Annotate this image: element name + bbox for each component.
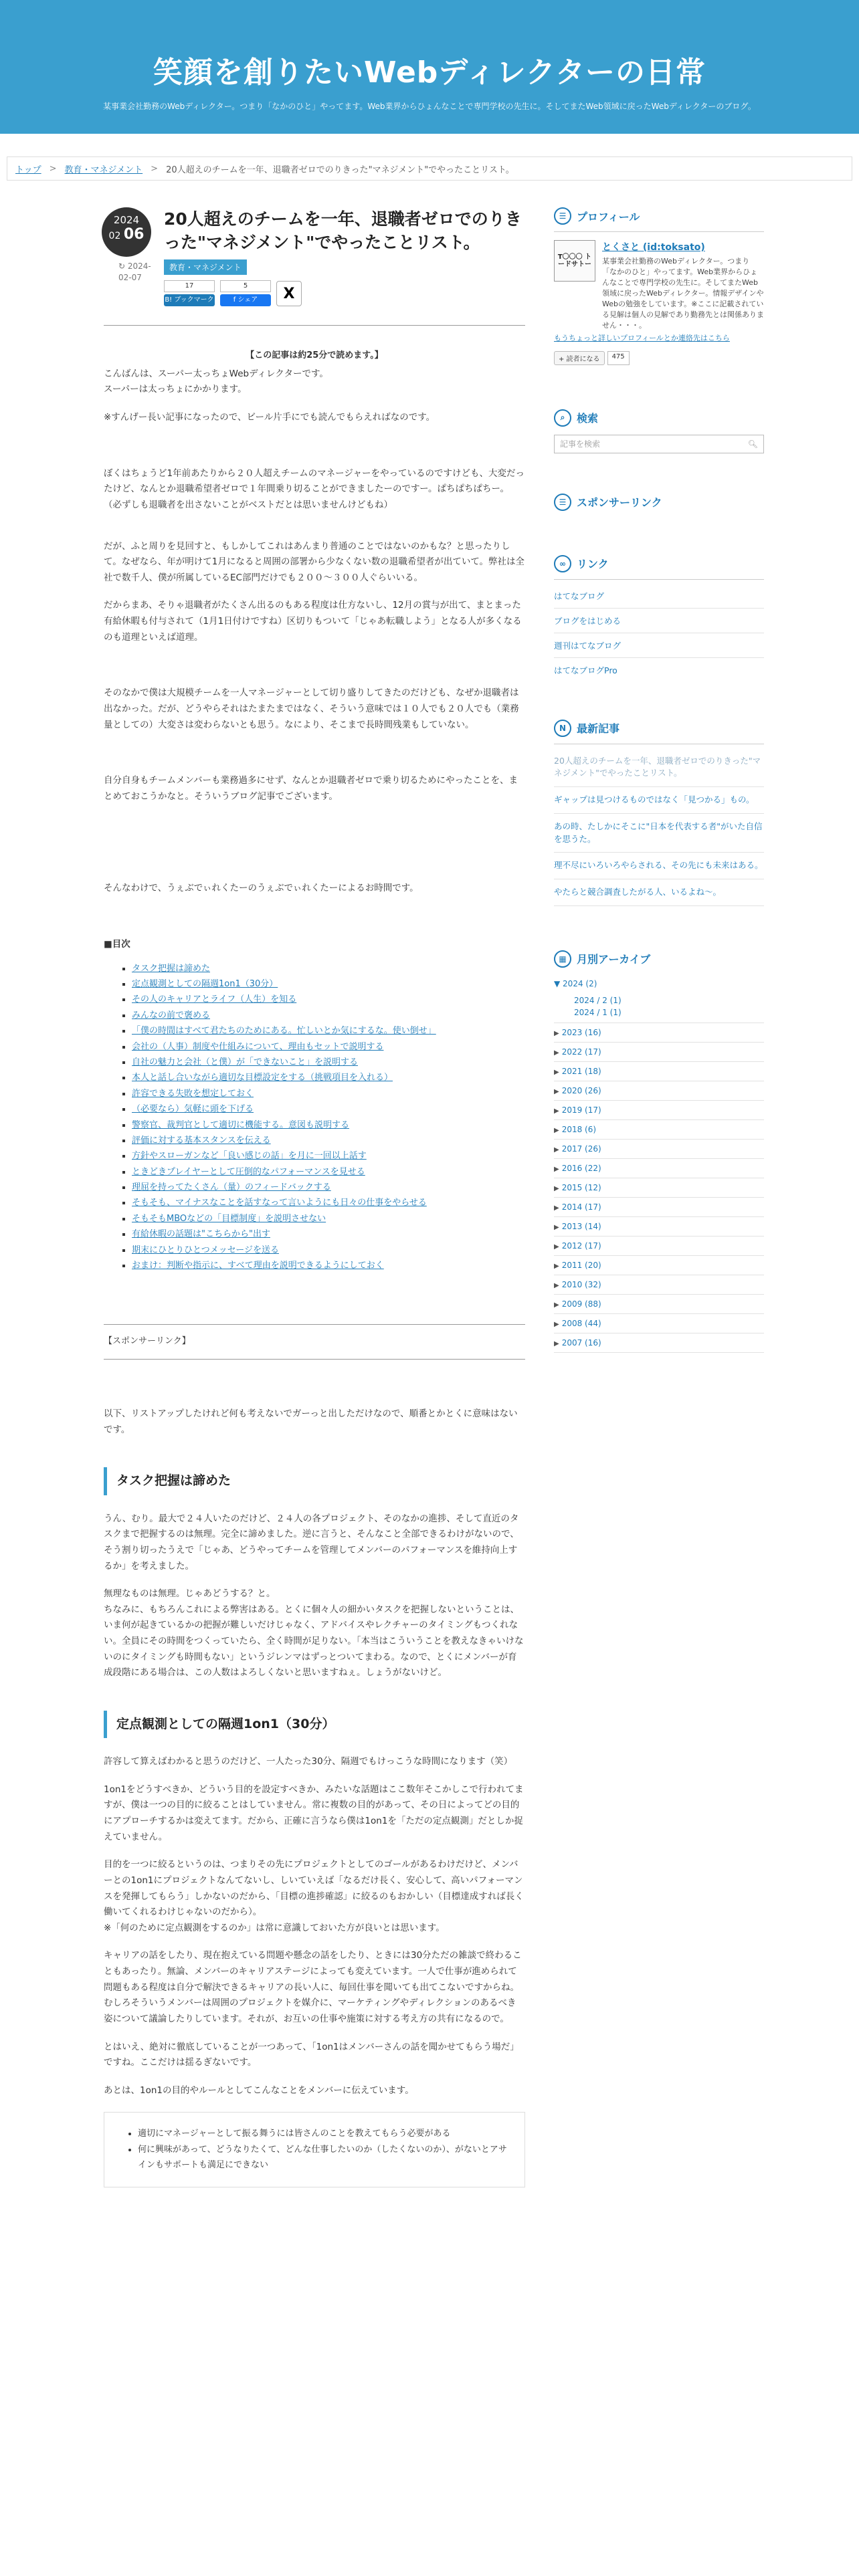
archive-year[interactable]	[554, 1237, 764, 1256]
article-header	[164, 207, 525, 306]
subscribe-button[interactable]: + 読者になる	[554, 351, 605, 365]
sponsor-label: 【スポンサーリンク】	[104, 1336, 191, 1347]
calendar-icon: ▦	[554, 950, 571, 968]
recent-post-link[interactable]: あの時、たしかにそこに"日本を代表する者"がいた自信を思うた。	[554, 814, 764, 853]
archive-year-label: 2014 (17)	[561, 1202, 601, 1212]
toc-item	[132, 1117, 525, 1133]
triangle-right-icon: ▶	[554, 1204, 559, 1212]
triangle-right-icon: ▶	[554, 1165, 559, 1173]
date-month: 02	[108, 231, 121, 241]
archive-year-label: 2012 (17)	[561, 1241, 601, 1251]
fb-label: f シェア	[220, 294, 271, 306]
links-title: リンク	[577, 558, 609, 571]
archive-year-label: 2018 (6)	[561, 1124, 597, 1134]
sidebar-link[interactable]: 週刊はてなブログ	[554, 633, 764, 658]
widget-title	[554, 950, 764, 968]
triangle-right-icon: ▶	[554, 1184, 559, 1192]
table-of-contents	[104, 961, 525, 1274]
triangle-right-icon: ▶	[554, 1126, 559, 1134]
archive-year-label: 2017 (26)	[561, 1144, 601, 1154]
archive-year[interactable]	[554, 1275, 764, 1295]
toc-link[interactable]: タスク把握は諦めた	[132, 963, 211, 974]
updated-date	[118, 261, 159, 284]
toc-link[interactable]: 許容できる失敗を想定しておく	[132, 1088, 254, 1099]
toc-link[interactable]: 方針やスローガンなど「良い感じの話」を月に一回以上話す	[132, 1151, 367, 1162]
toc-item	[132, 1226, 525, 1242]
recent-post-link[interactable]: やたらと競合調査したがる人、いるよね～。	[554, 879, 764, 906]
archive-year[interactable]	[554, 1062, 764, 1081]
new-icon: N	[554, 720, 571, 737]
toc-item	[132, 1164, 525, 1180]
search-title: 検索	[577, 412, 599, 425]
intro-paragraph: ※すんげー長い記事になったので、ビール片手にでも読んでもらえればなのです。	[104, 412, 436, 423]
sidebar	[554, 207, 764, 1353]
archive-year-label: 2011 (20)	[561, 1260, 601, 1270]
archive-widget	[554, 950, 764, 1353]
paragraph: うん、むり。最大で２４人いたのだけど、２４人の各プロジェクト、そのなかの進捗、そして直近のタスクまで把握するのは無理。完全に諦めました。逆に言うと、そんなこと全部できるわけがないので、そう割り切ったうえで「じゃあ、どうやってチームを管理してメンバーのパフォーマンスを維持向上するか」を考えました。	[104, 1513, 519, 1572]
triangle-right-icon: ▶	[554, 1087, 559, 1095]
toc-link[interactable]: （必要なら）気軽に頭を下げる	[132, 1104, 254, 1115]
toc-link[interactable]: みんなの前で褒める	[132, 1010, 211, 1021]
triangle-right-icon: ▶	[554, 1262, 559, 1270]
paragraph: あとは、1on1の目的やルールとしてこんなことをメンバーに伝えています。	[104, 2084, 414, 2096]
archive-year-label: 2022 (17)	[561, 1047, 601, 1057]
toc-link[interactable]: ときどきプレイヤーとして圧倒的なパフォーマンスを見せる	[132, 1166, 365, 1177]
recent-title: 最新記事	[577, 722, 620, 736]
note-item: • 適切にマネージャーとして振る舞うには皆さんのことを教えてもらう必要がある	[138, 2126, 507, 2141]
triangle-right-icon: ▶	[554, 1146, 559, 1154]
paragraph: キャリアの話をしたり、現在抱えている問題や懸念の話をしたり、ときには30分ただの雑談で終わることもあったり。無論、メンバーのキャリアステージによっても変えています。一人で仕事が進められて問題もある程度は自分で解決できるキャリアの長い人に、毎回仕事を聞いても出てこないですからね。むしろそういうメンバーは周囲のプロジェクトを媒介に、マーケティングやディレクションのあるべき姿について議論したりしています。それが、お互いの仕事や施策に対する考え方の共有になるので。	[104, 1950, 522, 2024]
profile-bio: 某事業会社勤務のWebディレクター。つまり「なかのひと」やってます。Web業界からひょんなことで専門学校の先生に。そしてまたWeb領域に戻ったWebディレクター。情報デザインやWebの勉強をしています。※ここに記載されている見解は個人の見解であり勤務先とは関係ありません・・・。	[602, 257, 764, 330]
sponsor-title: スポンサーリンク	[577, 496, 662, 510]
paragraph: 以下、リストアップしたけれど何も考えないでガーっと出しただけなので、順番とかとくに意味はないです。	[104, 1408, 518, 1435]
date-year: 2024	[113, 214, 140, 226]
subscriber-count: 475	[607, 351, 630, 365]
archive-year-label: 2019 (17)	[561, 1105, 601, 1115]
widget-title	[554, 409, 764, 427]
archive-year[interactable]	[554, 1198, 764, 1217]
breadcrumb	[7, 156, 852, 181]
toc-link[interactable]: そもそも、マイナスなことを話すなって言いようにも日々の仕事をやらせる	[132, 1198, 427, 1208]
archive-year-label: 2008 (44)	[561, 1318, 601, 1328]
widget-title	[554, 555, 764, 572]
archive-month-link[interactable]: 2024 / 1 (1)	[574, 1007, 622, 1017]
date-day: 06	[123, 226, 145, 243]
read-time: 【この記事は約25分で読めます。】	[246, 350, 383, 360]
toc-item	[132, 1008, 525, 1023]
toc-item	[132, 992, 525, 1007]
toc-item	[132, 1023, 525, 1039]
archive-year-label: 2023 (16)	[561, 1027, 601, 1037]
breadcrumb-current: 20人超えのチームを一年、退職者ゼロでのりきった"マネジメント"でやったことリスト。	[166, 165, 514, 175]
widget-title	[554, 720, 764, 737]
archive-year-label: 2016 (22)	[561, 1163, 601, 1173]
search-input[interactable]	[554, 435, 764, 453]
toc-link[interactable]: 有給休暇の話題は"こちらから"出す	[132, 1229, 270, 1240]
recent-post-link[interactable]: 20人超えのチームを一年、退職者ゼロでのりきった"マネジメント"でやったことリスト。	[554, 748, 764, 788]
hatena-bookmark-button[interactable]	[164, 280, 215, 306]
archive-year-label: 2013 (14)	[561, 1221, 601, 1231]
archive-year[interactable]	[554, 1140, 764, 1159]
bookmark-label: B! ブックマーク	[164, 294, 215, 306]
sidebar-link[interactable]: はてなブログ	[554, 584, 764, 609]
fb-count: 5	[220, 280, 271, 292]
triangle-right-icon: ▶	[554, 1029, 559, 1037]
toc-item	[132, 1243, 525, 1258]
archive-year[interactable]	[554, 1295, 764, 1314]
toc-link[interactable]: 理屈を持ってたくさん（量）のフィードバックする	[132, 1182, 331, 1193]
archive-year-open[interactable]: ▼ 2024 (2)	[554, 978, 597, 988]
breadcrumb-home[interactable]: トップ	[15, 165, 41, 175]
toc-link[interactable]: 定点観測としての隔週1on1（30分）	[132, 979, 278, 990]
paragraph: そのなかで僕は大規模チームを一人マネージャーとして切り盛りしてきたのだけども、なぜか退職者は出なかった。だが、どうやらそれはたまたまではなく、そういう意味では１０人でも２０人でも（業務量としての）大変さは変わらないとも思う。なにより、そこまで長時間残業もしていない。	[104, 687, 519, 730]
toc-link[interactable]: そもそもMBOなどの「目標制度」を説明させない	[132, 1213, 326, 1224]
archive-year-label: 2015 (12)	[561, 1182, 601, 1192]
search-widget	[554, 409, 764, 453]
toc-item	[132, 1258, 525, 1273]
search-icon[interactable]: 🔍︎	[747, 439, 758, 449]
intro-paragraph: こんばんは、スーパー太っちょWebディレクターです。 スーパーは太っちょにかかります。	[104, 368, 328, 395]
sponsor-icon: ☰	[554, 494, 571, 511]
toc-link[interactable]: 評価に対する基本スタンスを伝える	[132, 1135, 271, 1146]
archive-year[interactable]	[554, 1101, 764, 1120]
widget-title	[554, 494, 764, 511]
toc-item	[132, 1086, 525, 1101]
toc-item	[132, 1039, 525, 1055]
archive-year[interactable]	[554, 1256, 764, 1275]
archive-months	[554, 993, 764, 1023]
refresh-icon: ↻	[118, 261, 126, 271]
profile-more-link[interactable]: もうちょっと詳しいプロフィールとか連絡先はこちら	[554, 333, 730, 342]
paragraph: そんなわけで、うぇぶでぃれくたーのうぇぶでぃれくたーによるお時間です。	[104, 883, 419, 894]
paragraph: ぼくはちょうど1年前あたりから２０人超えチームのマネージャーをやっているのですけども、大変だったけど、なんとか退職希望者ゼロで１年間乗り切ることができましたーのですー。ぱちぱちぱちー。 （必ずしも退職者を出さないことがベストだとは思いませんけどもね）	[104, 467, 525, 510]
toc-link[interactable]: 自社の魅力と会社（と僕）が「できないこと」を説明する	[132, 1057, 359, 1067]
updated-date-text: 2024-02-07	[118, 261, 151, 282]
triangle-right-icon: ▶	[554, 1068, 559, 1076]
toc-item	[132, 976, 525, 992]
archive-month-link[interactable]: 2024 / 2 (1)	[574, 995, 622, 1005]
toc-link[interactable]: 期末にひとりひとつメッセージを送る	[132, 1245, 279, 1255]
toc-link[interactable]: 本人と話し合いながら適切な目標設定をする（挑戦項目を入れる）	[132, 1073, 393, 1083]
toc-item	[132, 1195, 525, 1210]
archive-year[interactable]	[554, 1043, 764, 1062]
archive-year[interactable]	[554, 1314, 764, 1333]
triangle-right-icon: ▶	[554, 1243, 559, 1251]
archive-year[interactable]	[554, 1120, 764, 1140]
article-title[interactable]: 20人超えのチームを一年、退職者ゼロでのりきった"マネジメント"でやったことリスト。	[164, 209, 522, 252]
archive-year[interactable]	[554, 1023, 764, 1043]
toc-item	[132, 1133, 525, 1148]
site-description: 某事業会社勤務のWebディレクター。つまり「なかのひと」やってます。Web業界からひょんなことで専門学校の先生に。そしてまたWeb領域に戻ったWebディレクターのブログ。	[103, 102, 756, 111]
toc-item	[132, 961, 525, 976]
toc-link[interactable]: 警察官、裁判官として適切に機能する。意図も説明する	[132, 1119, 350, 1130]
site-title[interactable]: 笑顔を創りたいWebディレクターの日常	[153, 56, 706, 90]
archive-year-label: 2010 (32)	[561, 1279, 601, 1289]
archive-year-label: 2009 (88)	[561, 1299, 601, 1309]
bookmark-count: 17	[164, 280, 215, 292]
triangle-right-icon: ▶	[554, 1339, 559, 1348]
profile-icon: ☰	[554, 207, 571, 225]
sidebar-link[interactable]: はてなブログPro	[554, 665, 617, 675]
note-box	[104, 2112, 525, 2187]
x-share-button[interactable]	[276, 281, 302, 306]
paragraph: だからまあ、そりゃ退職者がたくさん出るのもある程度は仕方ないし、12月の賞与が出て、まとまった有給休暇も付与されて（1月1日付けですね）区切りもついて「じゃあ転職しよう」となる人が多くなるのも道理といえば道理。	[104, 600, 522, 643]
article	[104, 207, 525, 2187]
breadcrumb-separator: >	[151, 163, 159, 174]
archive-year-label: 2020 (26)	[561, 1085, 601, 1095]
search-placeholder: 記事を検索	[560, 439, 601, 449]
triangle-right-icon: ▶	[554, 1107, 559, 1115]
section-heading: タスク把握は諦めた	[104, 1467, 525, 1495]
triangle-right-icon: ▶	[554, 1223, 559, 1231]
breadcrumb-category[interactable]: 教育・マネジメント	[64, 165, 143, 175]
triangle-right-icon: ▶	[554, 1320, 559, 1328]
toc-link[interactable]: おまけ：判断や指示に、すべて理由を説明できるようにしておく	[132, 1261, 384, 1271]
section-heading: 定点観測としての隔週1on1（30分）	[104, 1711, 525, 1738]
paragraph: とはいえ、絶対に徹底していることが一つあって、「1on1はメンバーさんの話を聞かせてもらう場だ」ですね。ここだけは揺るぎないです。	[104, 2041, 519, 2068]
paragraph: 目的を一つに絞るというのは、つまりその先にプロジェクトとしてのゴールがあるわけだけど、メンバーとの1on1にプロジェクトなんてないし、しいていえば「なるだけ長く、安心して、高いパフォーマンスを発揮してもらう」しかないのだから、「目標の進捗確認」に絞るのもおかしい（目標達成すれば長く働いてくれるわけじゃないのだから）。 ※「何のために定点観測をするのか」は常に意識しておいた方が良いとは思います。	[104, 1859, 524, 1933]
recent-post-link[interactable]: 理不尽にいろいろやらされる、その先にも未来はある。	[554, 853, 764, 879]
triangle-right-icon: ▶	[554, 1301, 559, 1309]
profile-name[interactable]: とくさと (id:toksato)	[602, 242, 705, 253]
avatar[interactable]: T〇〇〇 トードサトー	[554, 240, 595, 282]
triangle-right-icon: ▶	[554, 1049, 559, 1057]
paragraph: だが、ふと周りを見回すと、もしかしてこれはあんまり普通のことではないのかもな？と思ったりして。なぜなら、年が明けて1月になると周囲の部署から少なくない数の退職希望者が出ていて。弊社は全社で数千人、僕が所属しているEC部門だけでも２００～３００人ぐらいいる。	[104, 540, 525, 583]
divider	[104, 325, 525, 326]
category-tag[interactable]: 教育・マネジメント	[164, 259, 247, 275]
search-widget-icon: ⌕	[554, 409, 571, 427]
archive-year[interactable]	[554, 1081, 764, 1101]
breadcrumb-separator: >	[49, 163, 57, 174]
widget-title	[554, 207, 764, 225]
paragraph: 自分自身もチームメンバーも業務過多にせず、なんとか退職者ゼロで乗り切るためにやったことを、まとめておこうかなと。そういうブログ記事でございます。	[104, 775, 518, 802]
archive-year[interactable]	[554, 1217, 764, 1237]
profile-widget	[554, 207, 764, 365]
x-icon: X	[283, 285, 295, 302]
toc-item	[132, 1070, 525, 1085]
profile-title: プロフィール	[577, 210, 640, 223]
date-month-day	[102, 226, 151, 243]
sidebar-link[interactable]: ブログをはじめる	[554, 609, 764, 633]
archive-year[interactable]	[554, 1333, 764, 1353]
article-body	[104, 348, 525, 2187]
toc-link[interactable]: 会社の（人事）制度や仕組みについて、理由もセットで説明する	[132, 1041, 384, 1052]
toc-link[interactable]: その人のキャリアとライフ（人生）を知る	[132, 994, 297, 1005]
toc-item	[132, 1180, 525, 1195]
archive-year-label: 2021 (18)	[561, 1066, 601, 1076]
toc-item	[132, 1148, 525, 1164]
archive-year[interactable]	[554, 1178, 764, 1198]
sponsor-widget	[554, 494, 764, 511]
paragraph: 無理なものは無理。じゃあどうする？と。 ちなみに、もちろんこれによる弊害はある。とくに個々人の細かいタスクを把握しないということは、いま何が起きているかの把握が難しいだけじゃなく、アドバイスやレクチャーのタイミングもつくれない。全員にその時間をつくっていたら、全く時間が足りない。「本当はこういうことを教えなきゃいけないのにタイミングも時間もない」というジレンマはずっとついてまわる。なので、とくにメンバーが育成段階にある場合は、この人数はよろしくないと思いますねぇ。しょうがないけど。	[104, 1588, 524, 1679]
toc-title: ■目次	[104, 939, 130, 950]
note-item: • 何に興味があって、どうなりたくて、どんな仕事したいのか（したくないのか）、がないとアサインもサポートも満足にできない	[138, 2142, 507, 2173]
share-buttons	[164, 280, 525, 306]
toc-link[interactable]: 「僕の時間はすべて君たちのためにある。忙しいとか気にするな。使い倒せ」	[132, 1026, 436, 1037]
sponsor-link-box	[104, 1324, 525, 1360]
archive-year-label: 2007 (16)	[561, 1337, 601, 1348]
paragraph: 許容して算えばわかると思うのだけど、一人たった30分、隔週でもけっこうな時間になります（笑）	[104, 1756, 513, 1767]
link-icon: ∞	[554, 555, 571, 572]
site-header	[0, 0, 859, 134]
archive-year[interactable]	[554, 1159, 764, 1178]
paragraph: 1on1をどうすべきか、どういう目的を設定すべきか、みたいな話題はここ数年そこかしこで行われてますが、僕は一つの目的に絞ることはしていません。常に複数の目的があって、その日によってどの目的にアプローチするかは変えてます。だから、正確に言うなら僕は1on1を「ただの定点観測」だとしか捉えていません。	[104, 1784, 524, 1842]
toc-item	[132, 1101, 525, 1117]
date-badge	[102, 207, 151, 257]
toc-item	[132, 1211, 525, 1226]
links-widget	[554, 555, 764, 682]
facebook-share-button[interactable]	[220, 280, 271, 306]
toc-item	[132, 1055, 525, 1070]
recent-posts-widget	[554, 720, 764, 906]
archive-title: 月別アーカイブ	[577, 953, 651, 966]
recent-post-link[interactable]: ギャップは見つけるものではなく「見つかる」もの。	[554, 787, 764, 814]
triangle-right-icon: ▶	[554, 1281, 559, 1289]
